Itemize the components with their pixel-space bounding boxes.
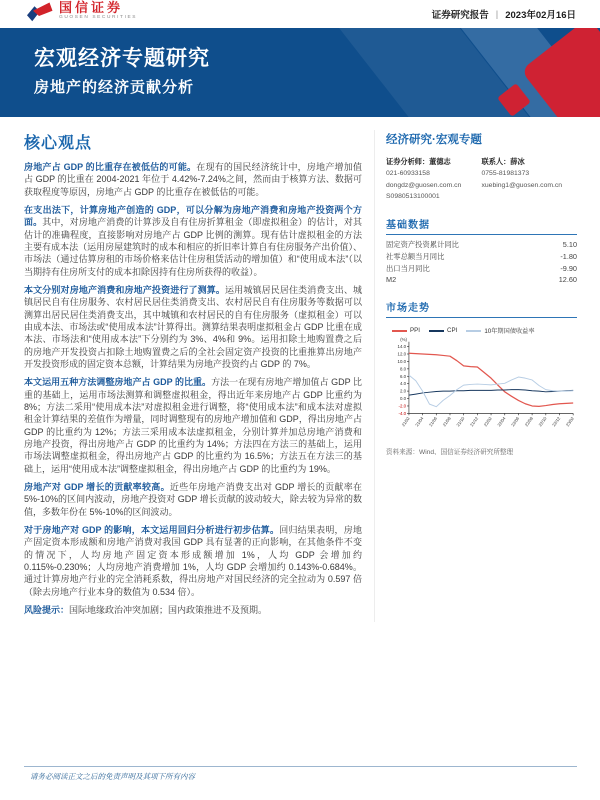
sidebar <box>374 130 577 622</box>
paragraph-body: 方法一在现有房地产增加值占 GDP 比重的基础上，运用市场法测算和调整虚拟租金，得出近年来房地产占 GDP 比重约为 8%；方法二采用“使用成本法”对虚拟租金进行调整，将“使用成本法”和成本法对虚拟租金计算结果的差值作为增量，同时调整现有的房地产增加值和 GDP，得出房地产占 GDP 的比重约为 12%；方法三采用成本法虚拟租金，分别计算并加总房地产消费和房地产投资，得出房地产占 GDP 的比重约为 14%；方法四在方法三的基础上，运用市场法调整虚拟租金，得出房地产占 GDP 的比重约为 16.5%；方法五在方法三的基础上，运用“使用成本法”调整虚拟租金，得出房地产占 GDP 的比重约为 19%。 <box>24 377 362 474</box>
svg-text:10.0: 10.0 <box>397 359 407 365</box>
contact-name: 薛冰 <box>510 157 525 166</box>
legend-item <box>466 326 534 335</box>
data-value: 5.10 <box>562 239 577 249</box>
analyst-block <box>386 156 577 203</box>
data-value: -1.80 <box>560 251 577 261</box>
basic-data-heading: 基础数据 <box>386 216 577 235</box>
meta-separator: | <box>495 8 499 20</box>
data-row <box>386 274 577 286</box>
legend-item <box>429 327 457 334</box>
svg-text:23/02: 23/02 <box>564 416 575 428</box>
core-views-column <box>24 130 362 622</box>
legend-label: PPI <box>410 327 420 335</box>
basic-data-table <box>386 239 577 286</box>
analyst-email: dongdz@guosen.com.cn <box>386 181 462 189</box>
analyst-name-line <box>386 156 482 168</box>
data-label: 社零总额当月同比 <box>386 251 445 261</box>
risk-note <box>24 604 362 616</box>
legend-label: CPI <box>446 327 458 335</box>
paragraph-lead: 房地产对 GDP 增长的贡献率较高。 <box>24 481 170 492</box>
content-area <box>24 130 577 622</box>
core-views-heading: 核心观点 <box>24 135 93 152</box>
paragraph <box>24 376 362 475</box>
data-label: 出口当月同比 <box>386 263 430 273</box>
svg-text:22/08: 22/08 <box>523 416 534 428</box>
brand-name-cn: 国信证券 <box>59 0 124 15</box>
svg-text:(%): (%) <box>400 337 408 342</box>
svg-text:21/10: 21/10 <box>455 416 466 428</box>
svg-text:12.0: 12.0 <box>397 351 407 357</box>
paragraph-lead: 在支出法下，计算房地产创造的 GDP，可以分解为房地产消费和房地产投资两个方面。 <box>24 204 362 228</box>
analyst-license: S0980513100001 <box>386 193 440 201</box>
contact-email: xuebing1@guosen.com.cn <box>481 181 563 189</box>
svg-text:21/04: 21/04 <box>414 416 425 428</box>
svg-text:2.0: 2.0 <box>399 388 407 394</box>
data-row <box>386 251 577 263</box>
legend-swatch <box>466 330 481 332</box>
analyst-label: 证券分析师： <box>386 157 430 166</box>
svg-text:4.0: 4.0 <box>399 381 407 387</box>
title-banner <box>0 28 600 117</box>
report-date: 2023年02月16日 <box>505 10 576 21</box>
footer-disclaimer: 请务必阅读正文之后的免责声明及其项下所有内容 <box>30 772 195 781</box>
legend-swatch <box>392 330 407 332</box>
analyst-column <box>386 156 482 203</box>
brand-logo <box>24 1 137 25</box>
brand-name-en: GUOSEN SECURITIES <box>59 14 138 20</box>
paragraph <box>24 481 362 518</box>
svg-text:22/10: 22/10 <box>537 416 548 428</box>
paragraph-lead: 本文运用五种方法调整房地产占 GDP 的比重。 <box>24 377 212 388</box>
svg-text:21/06: 21/06 <box>427 416 439 428</box>
svg-text:21/12: 21/12 <box>469 416 480 428</box>
paragraph-lead: 本文分别对房地产消费和房地产投资进行了测算。 <box>24 284 226 295</box>
sidebar-section-title: 经济研究·宏观专题 <box>386 134 482 146</box>
paragraph-body: 在现有的国民经济统计中，房地产增加值占 GDP 的比重在 2004-2021 年位于 4.42%-7.24%之间，然而由于核算方法、数据可获取程度等原因，房地产占 GDP 的比重存在被低估的可能。 <box>24 162 362 197</box>
analyst-name: 董德志 <box>429 157 451 166</box>
svg-text:14.0: 14.0 <box>397 344 407 350</box>
contact-label: 联系人： <box>481 157 511 166</box>
paragraph-body: 回归结果表明，房地产固定资本形成额和房地产消费对我国 GDP 具有显著的正向影响，在其他条件不变的情况下，人均房地产固定资本形成额增加 1%，人均 GDP 会增加约 0.115%-0.230%；人均房地产消费增加 1%，人均 GDP 会增加约 0.143%-0.684%。通过计算房地产行业的完全消耗系数，得出房地产对国民经济的完全拉动为 0.597 倍（除去房地产行业本身的数值为 0.534 倍）。 <box>24 524 362 597</box>
data-row <box>386 239 577 251</box>
svg-text:8.0: 8.0 <box>399 366 407 372</box>
contact-name-line <box>482 156 578 168</box>
svg-text:21/02: 21/02 <box>400 416 411 428</box>
svg-text:-2.0: -2.0 <box>398 403 407 409</box>
report-title: 宏观经济专题研究 <box>34 47 210 70</box>
paragraph <box>24 524 362 598</box>
data-label: 固定资产投资累计同比 <box>386 239 459 249</box>
data-value: -9.90 <box>560 263 577 273</box>
paragraph-body: 其中，对房地产消费的计算涉及自有住房折算租金（即虚拟租金）的估计，对其估计的准确程度，直接影响对房地产占 GDP 比例的测算。现有估计虚拟租金的方法主要有成本法（运用房屋建筑时的成本和相应的折旧率计算自有住房服务产出价值）、市场法（通过估算房租的市场价格来估计住房租赁活动的增加值）和“使用成本法”（以当期持有住房所支付的成本扣除因持有住房所获得的收益）。 <box>24 217 362 277</box>
svg-text:0.0: 0.0 <box>399 396 407 402</box>
risk-body: 国际地缘政治冲突加剧；国内政策推进不及预期。 <box>69 604 268 615</box>
report-meta <box>432 7 576 21</box>
report-type-label: 证券研究报告 <box>431 10 489 21</box>
legend-swatch <box>429 330 444 332</box>
svg-text:-4.0: -4.0 <box>398 411 407 417</box>
contact-column <box>482 156 578 203</box>
chart-source-note: 资料来源：Wind、国信证券经济研究所整理 <box>386 449 514 457</box>
legend-item <box>392 327 420 334</box>
svg-text:22/06: 22/06 <box>510 416 521 428</box>
chart-legend <box>392 326 577 335</box>
svg-text:22/02: 22/02 <box>482 416 493 428</box>
data-value: 12.60 <box>558 275 577 285</box>
legend-label: 10年期国债收益率 <box>484 328 535 336</box>
svg-text:21/08: 21/08 <box>441 416 452 428</box>
paragraph-lead: 房地产占 GDP 的比重存在被低估的可能。 <box>24 162 197 172</box>
guosen-logo-icon <box>24 1 54 25</box>
paragraph-body: 运用城镇居民居住类消费支出、城镇居民自有住房服务、农村居民居住类消费支出、农村居民自有住房服务等数据可以测算出居民居住类消费支出，其中城镇和农村居民的自有住房服务（虚拟租金）可以由成本法、市场法或“使用成本法”计算得出。测算结果表明虚拟租金占 GDP 比重在成本法、市场法和“使用成本法”下分别约为 3%、4%和 9%。运用扣除土地购置费之后的房地产开发投资占扣除土地购置费之后的全社会固定资产投资的比重推算出房地产开发投资形成的固定资本总额，计算结果为房地产投资约占 GDP 的 7%。 <box>24 284 362 369</box>
brand-text <box>59 1 137 20</box>
paragraph <box>24 204 362 278</box>
data-label: M2 <box>386 275 397 285</box>
risk-label: 风险提示： <box>24 604 70 615</box>
market-trend-heading: 市场走势 <box>386 299 577 318</box>
footer-divider <box>24 766 577 767</box>
analyst-phone: 021-60933158 <box>386 170 430 178</box>
paragraph <box>24 161 362 198</box>
svg-text:22/12: 22/12 <box>551 416 562 428</box>
paragraph-body: 近些年房地产消费支出对 GDP 增长的贡献率在 5%-10%的区间内波动，房地产投资对 GDP 增长贡献的波动较大，除去较为异常的数值，多数年份在 5%-10%的区间波动。 <box>24 481 363 517</box>
report-subtitle: 房地产的经济贡献分析 <box>34 79 195 96</box>
paragraph <box>24 284 362 370</box>
top-header <box>0 0 600 28</box>
trend-line-chart <box>386 337 577 444</box>
data-row <box>386 263 577 275</box>
contact-phone: 0755-81981373 <box>481 170 530 178</box>
svg-text:6.0: 6.0 <box>399 373 407 379</box>
market-trend-chart <box>386 326 577 456</box>
svg-text:22/04: 22/04 <box>496 416 507 428</box>
paragraph-lead: 对于房地产对 GDP 的影响，本文运用回归分析进行初步估算。 <box>24 524 280 535</box>
